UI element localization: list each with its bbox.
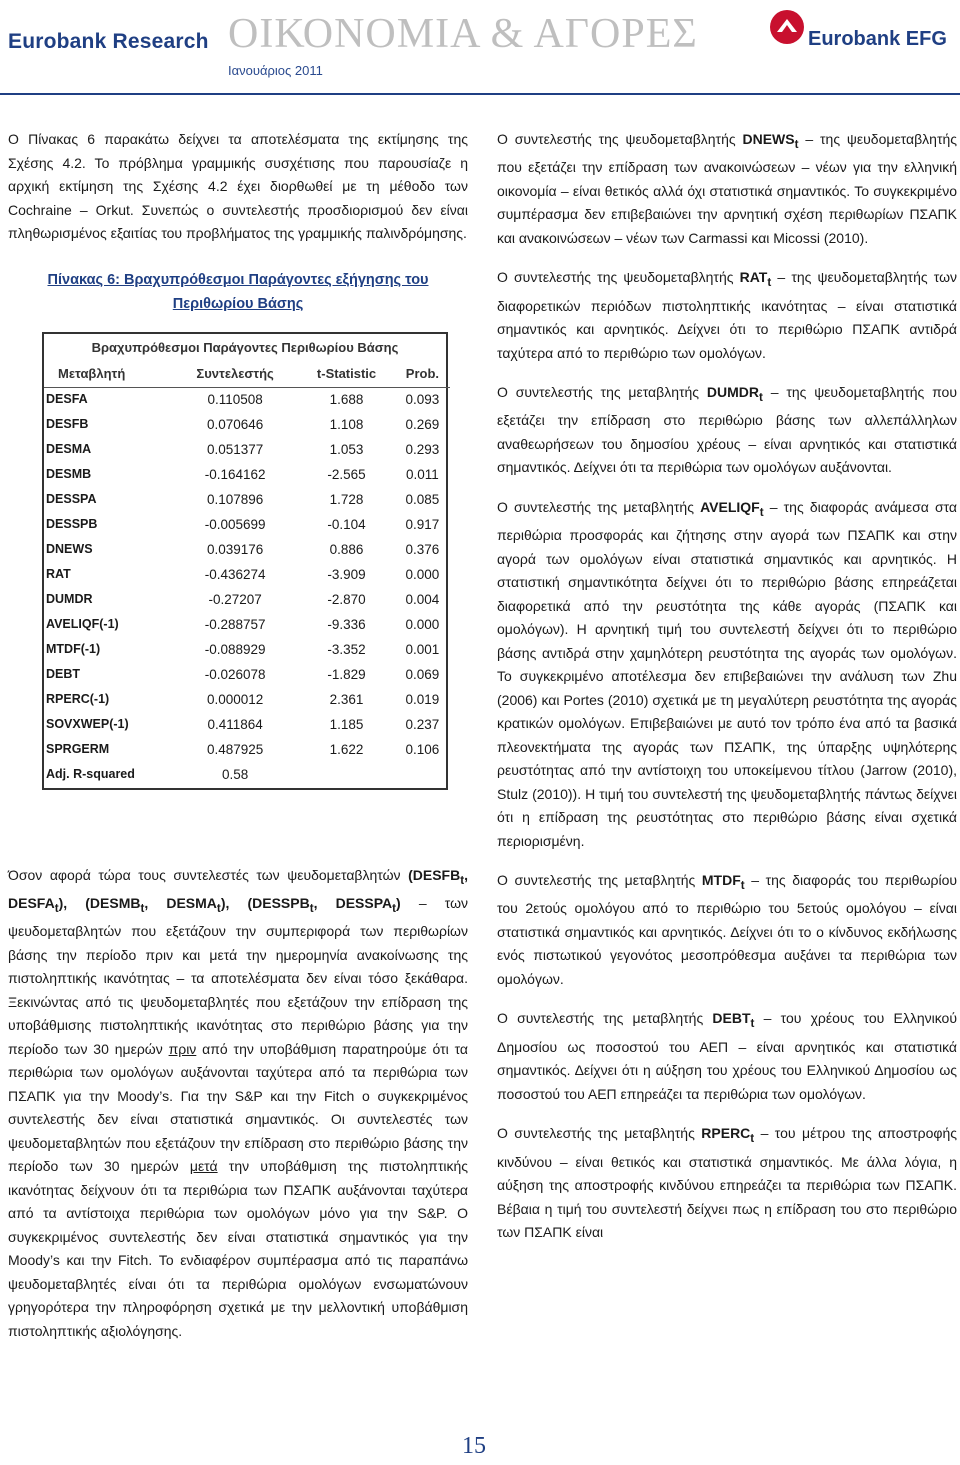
mtdf-paragraph: Ο συντελεστής της μεταβλητής $MTDF_t$ – της διαφοράς του περιθωρίου του 2ετούς ομολόγου από το περιθώριο του 5ετούς ομολόγου – είναι στατιστικά σημαντικός και αρνητικός. Δείχνει ότι το ο κίνδυνος εκδήλωσης ενός πιστωτικού γεγονότος μεσοπρόθεσμα αυξάνει τα περιθώρια των ομολόγων. [497,872,958,987]
tstat-cell: -2.870 [327,592,366,608]
column-header-coefficient: Συντελεστής [172,362,298,388]
table-row [44,538,450,563]
variable-cell: RAT [46,567,71,582]
coefficient-cell: 0.000012 [206,692,264,708]
right-column [497,128,957,1261]
tstat-cell: 1.688 [329,392,364,408]
dumdr-paragraph: Ο συντελεστής της μεταβλητής $DUMDR_t$ – της ψευδομεταβλητής που εξετάζει την επίδραση στο περιθώριο βάσης των αλλεπάλληλων αναθεωρήσεων του δημοσίου χρέους – είναι αρνητικός και στατιστικά σημαντικός. Δείχνει ότι τα περιθώρια των ομολόγων αυξάνονται. [497,384,958,476]
tstat-cell: 2.361 [329,692,364,708]
coefficient-cell: 0.110508 [207,392,263,408]
coefficient-cell: 0.107896 [206,492,264,508]
variable-cell: SPRGERM [46,742,110,757]
table-caption: Πίνακας 6: Βραχυπρόθεσμοι Παράγοντες εξήγησης του Περιθωρίου Βάσης [47,271,429,312]
variable-cell: DESSPB [46,517,98,532]
prob-cell: 0.106 [405,742,440,758]
dummies-paragraph: Όσον αφορά τώρα τους συντελεστές των ψευδομεταβλητών ($DESFB_t$, $DESFA_t$), ($DESMB_t$, $DESMA_t$), ($DESSPB_t$, $DESSPA_t$) – των ψευδομεταβλητών που εξετάζουν την συμπεριφορά των περιθωρίων βάσης την περίοδο πριν και μετά την ημερομηνία ανακοίνωσης της πιστοληπτικής ικανότητας – τα αποτελέσματα δεν είναι τόσο ξεκάθαρα. Ξεκινώντας από τις ψευδομεταβλητές που εξετάζουν την επίδραση της υποβάθμισης πιστοληπτικής ικανότητας στο περιθώριο βάσης για την περίοδο των 30 ημερών πριν από την υποβάθμιση παρατηρούμε ότι τα περιθώρια των ομολόγων αυξάνονται ταχύτερα από τα περιθώρια των ΠΣΑΠΚ για την Moody’s. Για την S&P και την Fitch ο συγκεκριμένος συντελεστής δεν είναι στατιστικά σημαντικός. Οι συντελεστές των ψευδομεταβλητών που εξετάζουν την επίδραση στο περιθώριο βάσης την περίοδο των 30 ημερών μετά την υποβάθμιση της πιστοληπτικής ικανότητας δείχνουν ότι τα περιθώρια των ΠΣΑΠΚ αυξάνονται ταχύτερα από τα αντίστοιχα περιθώρια των ομολόγων μόνο για την S&P. Ο συγκεκριμένος συντελεστής δεν είναι στατιστικά σημαντικός για την Moody’s και την Fitch. Το ενδιαφέρον συμπέρασμα από τις παραπάνω ψευδομεταβλητές είναι ότι τα περιθώρια ομολόγων ενσωματώνουν γρηγορότερα την πληροφόρηση σχετικά με την μελλοντική υποβάθμιση πιστοληπτικής αξιολόγησης. [8,866,469,1339]
column-header-prob: Prob. [395,362,450,388]
variable-cell: DUMDR [46,592,93,607]
table-title: Βραχυπρόθεσμοι Παράγοντες Περιθωρίου Βάσης [43,333,447,362]
table-row [44,688,450,713]
debt-paragraph: Ο συντελεστής της μεταβλητής $DEBT_t$ – του χρέους του Ελληνικού Δημοσίου ως ποσοστού του ΑΕΠ – είναι αρνητικός και στατιστικά σημαντικός. Δείχνει ότι η αύξηση του χρέους του Ελληνικού Δημοσίου ως ποσοστού του ΑΕΠ επηρεάζει τα περιθώρια των ομολόγων. [497,1010,957,1102]
variable-cell: DESMB [46,467,92,482]
table-row [44,387,450,413]
prob-cell: 0.917 [405,517,440,533]
coefficient-cell: -0.436274 [204,567,266,583]
tstat-cell: 0.886 [329,542,364,558]
prob-cell: 0.069 [405,667,440,683]
table-row [44,513,450,538]
prob-cell: 0.376 [405,542,440,558]
prob-cell: 0.011 [406,467,439,483]
left-column [8,128,468,1343]
rat-paragraph: Ο συντελεστής της ψευδομεταβλητής $RAT_t$ – της ψευδομεταβλητής των διαφορετικών περιόδων πιστοληπτικής ικανότητας – είναι στατιστικά σημαντικός και αρνητικός. Δείχνει ότι το περιθώριο ΠΣΑΠΚ αντιδρά ταχύτερα από το περιθώριο των ομολόγων. [497,269,958,361]
variable-cell: AVELIQF(-1) [46,617,119,632]
table-row [44,738,450,763]
tstat-cell: 1.053 [329,442,364,458]
coefficient-cell: -0.026078 [204,667,266,683]
coefficient-cell: 0.411864 [207,717,263,733]
table-row [44,588,450,613]
table-row [44,463,450,488]
coefficient-cell: -0.27207 [208,592,262,608]
rperc-paragraph: Ο συντελεστής της μεταβλητής $RPERC_t$ – του μέτρου της αποστροφής κινδύνου – είναι θετικός και στατιστικά σημαντικός. Με άλλα λόγια, η αύξηση της αποστροφής κινδύνου επηρεάζει τα περιθώρια των ΠΣΑΠΚ. Βέβαια η τιμή του συντελεστή δείχνει πως η επίδραση του στο περιθώριο των ΠΣΑΠΚ είναι [497,1125,958,1241]
variable-cell: DESFA [46,392,88,407]
prob-cell: 0.000 [405,567,440,583]
coefficient-cell: 0.051377 [206,442,264,458]
prob-cell: 0.085 [405,492,440,508]
coefficient-cell: -0.288757 [204,617,266,633]
adj-r2-row [44,763,450,788]
coefficient-cell: 0.070646 [206,417,264,433]
table-row [44,713,450,738]
adj-r2-value: 0.58 [221,767,249,783]
prob-cell: 0.004 [405,592,440,608]
prob-cell: 0.093 [405,392,440,408]
header-divider [0,93,960,95]
table-rows [44,387,450,763]
eurobank-logo-icon [768,8,806,46]
variable-cell: DESMA [46,442,92,457]
tstat-cell: 1.622 [329,742,364,758]
intro-paragraph: Ο Πίνακας 6 παρακάτω δείχνει τα αποτελέσματα της εκτίμησης της Σχέσης 4.2. Το πρόβλημα γραμμικής συσχέτισης που παρουσίαζε η αρχική εκτίμηση της Σχέσης 4.2 έχει διορθωθεί με τη μέθοδο των Cochraine – Orkut. Συνεπώς ο συντελεστής προσδιορισμού δεν είναι πληθωρισμένος εξαιτίας του προβλήματος της γραμμικής παλινδρόμησης. [8,131,468,241]
prob-cell: 0.019 [405,692,440,708]
variable-cell: DEBT [46,667,81,682]
aveliqf-paragraph: Ο συντελεστής της μεταβλητής $AVELIQF_t$ – της διαφοράς ανάμεσα στα περιθώρια προσφοράς και ζήτησης στην αγορά των ΠΣΑΠΚ και στην αγορά των ομολόγων είναι στατιστικά σημαντικός και αρνητικός. Η στατιστική σημαντικότητα δείχνει ότι το περιθώριο βάσης επηρεάζεται διαφορετικά από την ρευστότητα της κάθε αγοράς (ΠΣΑΠΚ και ομολόγων). Η αρνητική τιμή του συντελεστή δείχνει ότι το περιθώριο βάσης αντιδρά στην χαμηλότερη ρευστότητα της αγοράς των ομολόγων. Το συγκεκριμένο αποτέλεσμα δεν επιβεβαιώνει την ανάλυση των Zhu (2006) και Portes (2010) σχετικά με τη μεγαλύτερη ρευστότητα της αγοράς κρατικών ομολόγων. Επιβεβαιώνει με αυτό τον τρόπο ένα από τα βασικά πλεονεκτήματα της αγοράς των ΠΣΑΠΚ, της ύπαρξης υψηλότερης ρευστότητας από την αντίστοιχη του υποκείμενου τίτλου (Jarrow (2010), Stulz (2010)). Η τιμή του συντελεστή της ψευδομεταβλητής πάντως δείχνει ότι η επίδραση της ρευστότητας στο περιθώριο βάσης είναι σχετικά περιορισμένη. [497,498,958,849]
table-row [44,438,450,463]
coefficient-cell: -0.088929 [204,642,266,658]
publication-date: Ιανουάριος 2011 [228,63,323,78]
eurobank-research-logo: Eurobank Research [8,30,209,53]
variable-cell: MTDF(-1) [46,642,101,657]
variable-cell: DESFB [46,417,89,432]
table-row [44,488,450,513]
tstat-cell: -0.104 [327,517,366,533]
table-row [44,638,450,663]
adj-r2-label: Adj. R-squared [46,767,135,782]
tstat-cell: 1.728 [329,492,364,508]
tstat-cell: 1.108 [329,417,364,433]
table-row [44,663,450,688]
variable-cell: DESSPA [46,492,97,507]
tstat-cell: -9.336 [327,617,366,633]
coefficient-cell: -0.005699 [204,517,266,533]
tstat-cell: -3.909 [327,567,366,583]
table-row [44,563,450,588]
prob-cell: 0.001 [405,642,440,658]
coefficient-cell: -0.164162 [204,467,266,483]
prob-cell: 0.000 [405,617,440,633]
table-header-row [44,362,450,388]
regression-table [42,332,448,790]
column-header-tstat: t-Statistic [298,362,395,388]
tstat-cell: -3.352 [327,642,366,658]
table-row [44,613,450,638]
dnews-paragraph: Ο συντελεστής της ψευδομεταβλητής $DNEWS_t$ – της ψευδομεταβλητής που εξετάζει την επίδραση των ανακοινώσεων – νέων για την ελληνική οικονομία – είναι θετικός αλλά όχι στατιστικά σημαντικός. Το συγκεκριμένο συμπέρασμα δεν επιβεβαιώνει την αρνητική σχέση περιθωρίων ΠΣΑΠΚ και ανακοινώσεων – νέων των Carmassi και Micossi (2010). [497,131,958,246]
column-header-variable: Μεταβλητή [44,362,172,388]
coefficient-cell: 0.039176 [206,542,264,558]
prob-cell: 0.269 [405,417,440,433]
variable-cell: SOVXWEP(-1) [46,717,129,732]
eurobank-efg-logo [768,8,956,52]
variable-cell: RPERC(-1) [46,692,110,707]
publication-title: ΟΙΚΟΝΟΜΙΑ & ΑΓΟΡΕΣ [228,11,698,57]
tstat-cell: -2.565 [327,467,366,483]
table-row [44,413,450,438]
tstat-cell: 1.185 [329,717,364,733]
table-body-frame [42,362,448,790]
variable-cell: DNEWS [46,542,93,557]
page-header [0,0,960,95]
prob-cell: 0.237 [405,717,440,733]
coefficient-cell: 0.487925 [206,742,264,758]
tstat-cell: -1.829 [327,667,366,683]
page-number: 15 [462,1433,486,1459]
prob-cell: 0.293 [405,442,440,458]
eurobank-efg-wordmark: Eurobank EFG [808,28,947,50]
